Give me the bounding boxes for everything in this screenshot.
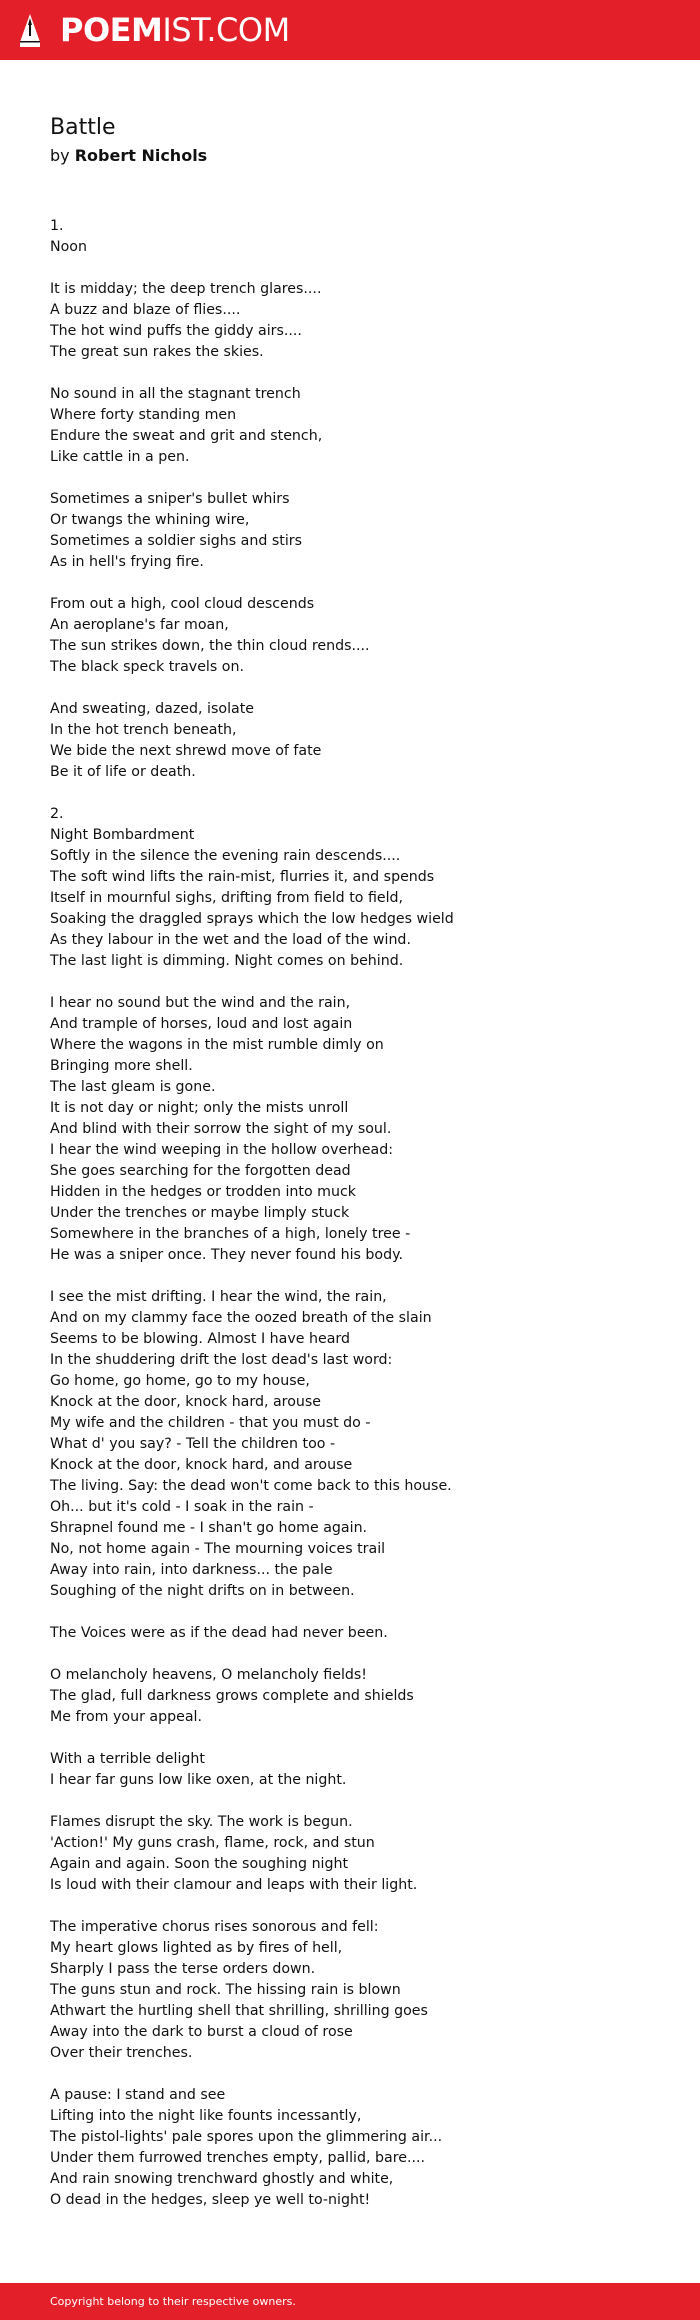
poem-title: Battle xyxy=(50,115,116,140)
pen-nib-icon xyxy=(18,12,42,48)
poem-line: It is not day or night; only the mists unroll xyxy=(50,1100,349,1116)
poem-line: Go home, go home, go to my house, xyxy=(50,1373,310,1389)
poem-line: The glad, full darkness grows complete and shields xyxy=(50,1688,414,1704)
site-logo[interactable] xyxy=(60,10,290,50)
poem-line: As they labour in the wet and the load of the wind. xyxy=(50,932,411,948)
stanza-break xyxy=(50,783,670,804)
poem-line: The great sun rakes the skies. xyxy=(50,344,264,360)
stanza-break xyxy=(50,2064,670,2085)
poem-line: Is loud with their clamour and leaps with their light. xyxy=(50,1877,418,1893)
poem-body xyxy=(50,216,670,2211)
poem-line: Me from your appeal. xyxy=(50,1709,202,1725)
poem-line: Under them furrowed trenches empty, pallid, bare.... xyxy=(50,2150,425,2166)
logo-bold-text: POEM xyxy=(60,11,163,49)
poem-line: My wife and the children - that you must do - xyxy=(50,1415,371,1431)
poem-line: What d' you say? - Tell the children too - xyxy=(50,1436,336,1452)
poem-line: And sweating, dazed, isolate xyxy=(50,701,254,717)
poem-line: Sometimes a sniper's bullet whirs xyxy=(50,491,290,507)
stanza-break xyxy=(50,468,670,489)
poem-line: Seems to be blowing. Almost I have heard xyxy=(50,1331,351,1347)
poem-line: And rain snowing trenchward ghostly and white, xyxy=(50,2171,394,2187)
poem-line: The guns stun and rock. The hissing rain is blown xyxy=(50,1982,401,1998)
poem-line: Lifting into the night like founts incessantly, xyxy=(50,2108,362,2124)
poem-line: The last gleam is gone. xyxy=(50,1079,216,1095)
site-header xyxy=(0,0,700,60)
poem-line: 1. xyxy=(50,218,64,234)
poem-line: Again and again. Soon the soughing night xyxy=(50,1856,349,1872)
poem-line: I hear far guns low like oxen, at the night. xyxy=(50,1772,347,1788)
stanza-break xyxy=(50,1728,670,1749)
poem-line: The pistol-lights' pale spores upon the glimmering air... xyxy=(50,2129,443,2145)
poem-line: Or twangs the whining wire, xyxy=(50,512,250,528)
poem-line: Sharply I pass the terse orders down. xyxy=(50,1961,316,1977)
poem-line: An aeroplane's far moan, xyxy=(50,617,229,633)
stanza-break xyxy=(50,573,670,594)
poem-line: The imperative chorus rises sonorous and fell: xyxy=(50,1919,379,1935)
poem-line: The soft wind lifts the rain-mist, flurries it, and spends xyxy=(50,869,435,885)
poem-line: Sometimes a soldier sighs and stirs xyxy=(50,533,302,549)
poem-line: Knock at the door, knock hard, arouse xyxy=(50,1394,321,1410)
poem-line: Where the wagons in the mist rumble dimly on xyxy=(50,1037,384,1053)
poem-line: No sound in all the stagnant trench xyxy=(50,386,301,402)
stanza-break xyxy=(50,1266,670,1287)
poem-line: The hot wind puffs the giddy airs.... xyxy=(50,323,302,339)
poem-line: It is midday; the deep trench glares.... xyxy=(50,281,322,297)
stanza-break xyxy=(50,1896,670,1917)
poem-line: 2. xyxy=(50,806,64,822)
poem-line: Where forty standing men xyxy=(50,407,237,423)
stanza-break xyxy=(50,678,670,699)
poem-line: I hear the wind weeping in the hollow overhead: xyxy=(50,1142,393,1158)
poem-line: No, not home again - The mourning voices trail xyxy=(50,1541,386,1557)
poem-author: Robert Nichols xyxy=(74,146,208,165)
stanza-break xyxy=(50,1644,670,1665)
poem-line: Hidden in the hedges or trodden into muck xyxy=(50,1184,356,1200)
poem-line: The sun strikes down, the thin cloud rends.... xyxy=(50,638,370,654)
poem-line: Athwart the hurtling shell that shrilling, shrilling goes xyxy=(50,2003,428,2019)
poem-line: Like cattle in a pen. xyxy=(50,449,190,465)
poem-line: And on my clammy face the oozed breath of the slain xyxy=(50,1310,432,1326)
poem-line: Noon xyxy=(50,239,87,255)
poem-line: In the hot trench beneath, xyxy=(50,722,237,738)
poem-line: He was a sniper once. They never found his body. xyxy=(50,1247,403,1263)
poem-line: From out a high, cool cloud descends xyxy=(50,596,315,612)
poem-line: Soughing of the night drifts on in between. xyxy=(50,1583,355,1599)
poem-line: Somewhere in the branches of a high, lonely tree - xyxy=(50,1226,411,1242)
poem-line: In the shuddering drift the lost dead's last word: xyxy=(50,1352,393,1368)
stanza-break xyxy=(50,972,670,993)
poem-line: Knock at the door, knock hard, and arouse xyxy=(50,1457,353,1473)
poem-line: A pause: I stand and see xyxy=(50,2087,226,2103)
poem-line: We bide the next shrewd move of fate xyxy=(50,743,322,759)
poem-line: Away into the dark to burst a cloud of rose xyxy=(50,2024,353,2040)
poem-line: 'Action!' My guns crash, flame, rock, and stun xyxy=(50,1835,375,1851)
poem-line: Under the trenches or maybe limply stuck xyxy=(50,1205,350,1221)
poem-line: Night Bombardment xyxy=(50,827,195,843)
stanza-break xyxy=(50,1602,670,1623)
poem-line: I hear no sound but the wind and the rain, xyxy=(50,995,351,1011)
poem-line: And blind with their sorrow the sight of my soul. xyxy=(50,1121,392,1137)
by-label: by xyxy=(50,146,70,165)
stanza-break xyxy=(50,1791,670,1812)
poem-line: A buzz and blaze of flies.... xyxy=(50,302,241,318)
poem-line: O dead in the hedges, sleep ye well to-night! xyxy=(50,2192,371,2208)
poem-line: Soaking the draggled sprays which the low hedges wield xyxy=(50,911,454,927)
poem-line: My heart glows lighted as by fires of hell, xyxy=(50,1940,343,1956)
poem-line: As in hell's frying fire. xyxy=(50,554,204,570)
poem-line: Softly in the silence the evening rain descends.... xyxy=(50,848,401,864)
poem-line: Over their trenches. xyxy=(50,2045,193,2061)
copyright-text: Copyright belong to their respective owners. xyxy=(50,2295,296,2308)
poem-line: Away into rain, into darkness... the pale xyxy=(50,1562,333,1578)
poem-line: The last light is dimming. Night comes on behind. xyxy=(50,953,404,969)
poem-line: The living. Say: the dead won't come back to this house. xyxy=(50,1478,452,1494)
poem-line: Be it of life or death. xyxy=(50,764,196,780)
poem-line: Oh... but it's cold - I soak in the rain - xyxy=(50,1499,314,1515)
poem-byline xyxy=(50,145,207,167)
stanza-break xyxy=(50,258,670,279)
poem-line: The black speck travels on. xyxy=(50,659,244,675)
poem-line: She goes searching for the forgotten dead xyxy=(50,1163,351,1179)
site-footer xyxy=(0,2283,700,2320)
poem-line: I see the mist drifting. I hear the wind, the rain, xyxy=(50,1289,387,1305)
stanza-break xyxy=(50,363,670,384)
poem-line: Flames disrupt the sky. The work is begun. xyxy=(50,1814,353,1830)
poem-line: O melancholy heavens, O melancholy fields! xyxy=(50,1667,367,1683)
poem-line: Bringing more shell. xyxy=(50,1058,193,1074)
poem-line: Endure the sweat and grit and stench, xyxy=(50,428,323,444)
poem-line: The Voices were as if the dead had never been. xyxy=(50,1625,388,1641)
poem-line: With a terrible delight xyxy=(50,1751,205,1767)
poem-line: Shrapnel found me - I shan't go home again. xyxy=(50,1520,368,1536)
poem-line: Itself in mournful sighs, drifting from field to field, xyxy=(50,890,404,906)
poem-line: And trample of horses, loud and lost again xyxy=(50,1016,353,1032)
logo-light-text: IST.COM xyxy=(162,11,290,49)
